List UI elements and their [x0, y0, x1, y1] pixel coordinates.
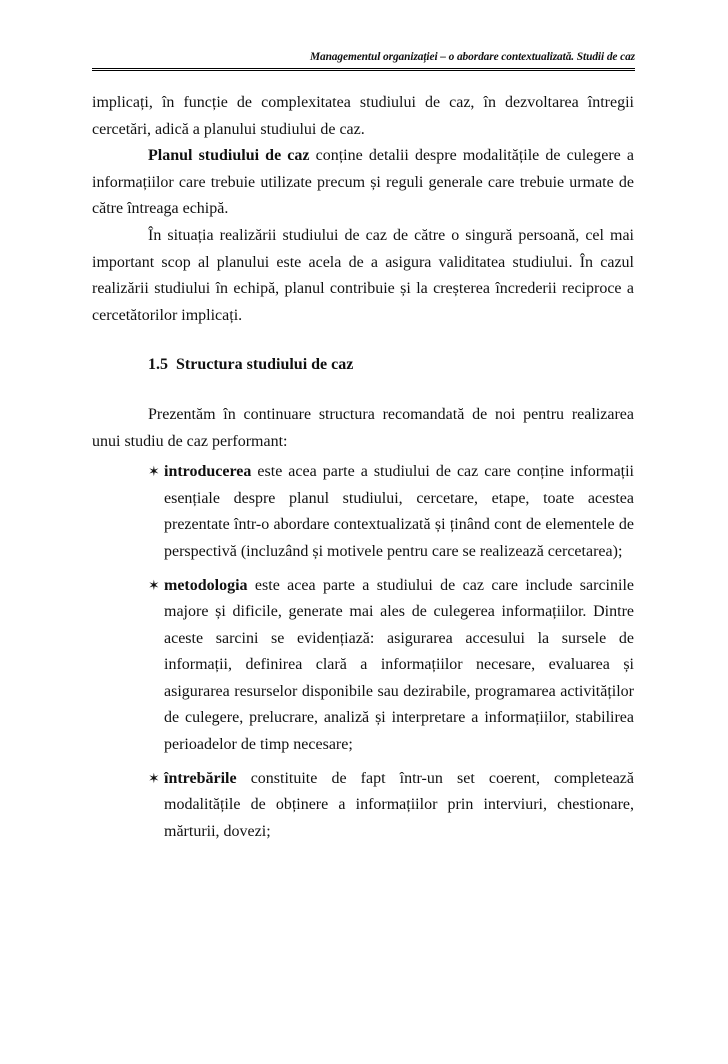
list-item-text: constituite de fapt într-un set coerent, completează modalitățile de obținere a informațiilor prin interviuri, chestionare, mărturii, dovezi;	[164, 769, 634, 840]
list-item-term: întrebările	[164, 769, 237, 787]
plan-term: Planul studiului de caz	[148, 147, 310, 165]
plan-text: conține detalii despre modalitățile de culegere a informațiilor care trebuie utilizate precum și reguli generale care trebuie urmate de către întreaga echipă.	[92, 147, 634, 218]
paragraph-intro: Prezentăm în continuare structura recomandată de noi pentru realizarea unui studiu de caz performant:	[92, 405, 634, 450]
star-bullet-icon: ✶	[148, 464, 160, 481]
list-item	[92, 459, 634, 565]
star-bullet-icon: ✶	[148, 577, 160, 594]
section-title: Structura studiului de caz	[176, 356, 354, 374]
running-header: Managementul organizației – o abordare contextualizată. Studii de caz	[92, 51, 635, 71]
structure-list	[92, 459, 634, 845]
list-item-term: introducerea	[164, 463, 252, 481]
paragraph-validity: În situația realizării studiului de caz de către o singură persoană, cel mai important scop al planului este acela de a asigura validitatea studiului. În cazul realizării studiului în echipă, planul contribuie și la creșterea încrederii reciproce a cercetătorilor implicați.	[92, 226, 634, 324]
list-item-text: este acea parte a studiului de caz care conține informații esențiale despre planul studiului, cercetare, etape, toate acestea prezentate într-o abordare contextualizată și ținând cont de elementele de perspectivă (incluzând și motivele pentru care se realizează cercetarea);	[164, 463, 634, 560]
star-bullet-icon: ✶	[148, 770, 160, 787]
paragraph-plan	[92, 143, 634, 223]
page-body	[92, 90, 634, 852]
list-item	[92, 766, 634, 846]
list-item	[92, 573, 634, 759]
list-item-text: este acea parte a studiului de caz care include sarcinile majore și dificile, generate mai ales de culegerea informațiilor. Dintre aceste sarcini se evidențiază: asigurarea accesului la sursele de informații, definirea clară a informațiilor necesare, evaluarea și asigurarea resurselor disponibile sau dezirabile, programarea activităților de culegere, prelucrare, analiză și interpretare a informațiilor, stabilirea perioadelor de timp necesare;	[164, 576, 634, 754]
section-number: 1.5	[148, 356, 168, 374]
list-item-term: metodologia	[164, 576, 248, 594]
paragraph-continuation: implicați, în funcție de complexitatea studiului de caz, în dezvoltarea întregii cercetări, adică a planului studiului de caz.	[92, 94, 634, 138]
section-heading	[148, 352, 634, 379]
